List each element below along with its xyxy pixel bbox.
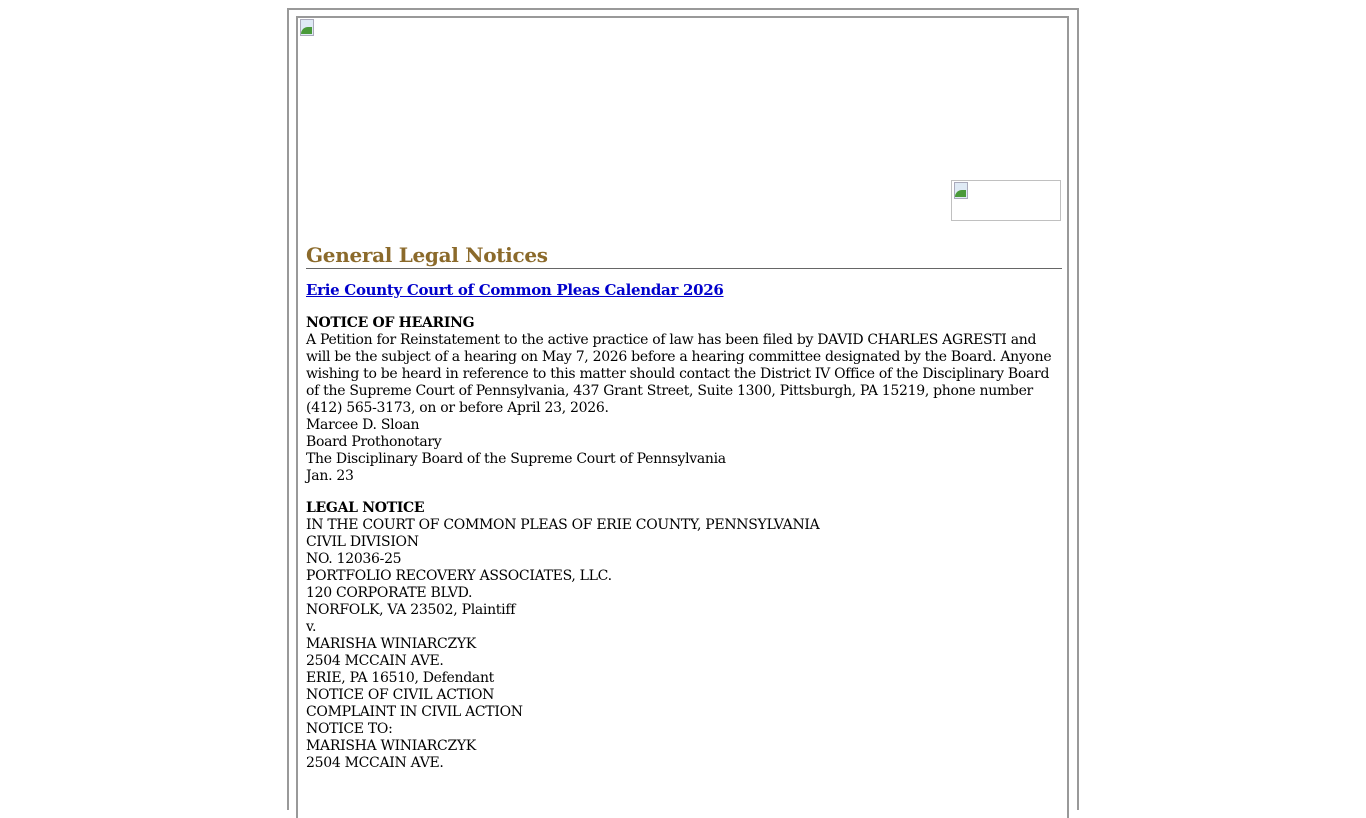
notice-line: NO. 12036-25 xyxy=(306,551,402,567)
notice-line: NOTICE OF CIVIL ACTION xyxy=(306,687,495,703)
notice-line: MARISHA WINIARCZYK xyxy=(306,738,476,754)
notice-line: v. xyxy=(306,619,317,635)
page-title: General Legal Notices xyxy=(306,242,1062,269)
notice-line: Board Prothonotary xyxy=(306,434,442,450)
broken-image-icon xyxy=(299,19,315,35)
notice-line: The Disciplinary Board of the Supreme Court of Pennsylvania xyxy=(306,451,726,467)
broken-image-icon xyxy=(953,182,969,198)
notice-title: LEGAL NOTICE xyxy=(306,500,425,516)
notice-line: 2504 MCCAIN AVE. xyxy=(306,755,444,771)
notice-body: A Petition for Reinstatement to the active practice of law has been filed by DAVID CHARLES AGRESTI and will be the subject of a hearing on May 7, 2026 before a hearing committee designated by the Board. Anyone wishing to be heard in reference to this matter should contact the District IV Office of the Disciplinary Board of the Supreme Court of Pennsylvania, 437 Grant Street, Suite 1300, Pittsburgh, PA 15219, phone number (412) 565-3173, on or before April 23, 2026. xyxy=(306,332,1052,416)
notice-line: PORTFOLIO RECOVERY ASSOCIATES, LLC. xyxy=(306,568,612,584)
page-frame xyxy=(287,8,1079,810)
notice-line: 2504 MCCAIN AVE. xyxy=(306,653,444,669)
notice-line: Marcee D. Sloan xyxy=(306,417,420,433)
main-content xyxy=(306,242,1062,772)
notice-hearing xyxy=(306,315,1062,485)
calendar-link[interactable]: Erie County Court of Common Pleas Calendar 2026 xyxy=(306,281,724,299)
side-image xyxy=(951,180,1061,221)
content-frame xyxy=(296,16,1069,818)
notice-line: Jan. 23 xyxy=(306,468,354,484)
notice-line: NOTICE TO: xyxy=(306,721,393,737)
notice-legal xyxy=(306,500,1062,772)
notice-line: CIVIL DIVISION xyxy=(306,534,419,550)
notice-line: NORFOLK, VA 23502, Plaintiff xyxy=(306,602,516,618)
notice-line: 120 CORPORATE BLVD. xyxy=(306,585,473,601)
notice-line: IN THE COURT OF COMMON PLEAS OF ERIE COUNTY, PENNSYLVANIA xyxy=(306,517,820,533)
notice-line: COMPLAINT IN CIVIL ACTION xyxy=(306,704,523,720)
notice-line: MARISHA WINIARCZYK xyxy=(306,636,476,652)
notice-line: ERIE, PA 16510, Defendant xyxy=(306,670,494,686)
notice-title: NOTICE OF HEARING xyxy=(306,315,475,331)
